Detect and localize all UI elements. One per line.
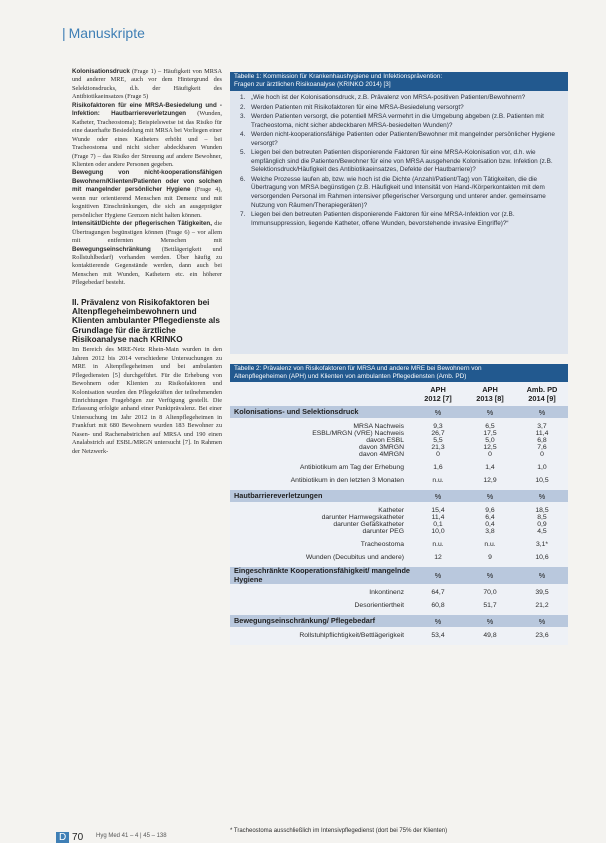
question-text: „Wie hoch ist der Kolonisationsdruck, z.B. Prävalenz von MRSA-positiven Patienten/Bewohnern? xyxy=(251,94,526,101)
question-number: 5. xyxy=(240,149,246,157)
question-item xyxy=(230,131,568,148)
table-row xyxy=(230,541,568,548)
table-row xyxy=(230,464,568,471)
unit-cell: % xyxy=(486,491,494,501)
section-header-row xyxy=(230,490,568,502)
table-row xyxy=(230,444,568,451)
value-cell: 6,8 xyxy=(537,437,547,444)
section-title: Kolonisations- und Selektionsdruck xyxy=(234,406,359,416)
paragraph-kolonisation xyxy=(72,68,222,102)
value-cell: 17,5 xyxy=(483,430,497,437)
table-1-caption xyxy=(230,72,568,91)
row-label: MRSA Nachweis xyxy=(353,423,404,430)
value-cell: 12,5 xyxy=(483,444,497,451)
question-item xyxy=(230,176,568,210)
value-cell: n.u. xyxy=(432,541,444,548)
column-header: APH 2012 [7] xyxy=(424,385,452,403)
table-row xyxy=(230,602,568,609)
question-item xyxy=(230,211,568,228)
unit-cell: % xyxy=(538,571,546,580)
value-cell: 18,5 xyxy=(535,507,549,514)
value-cell: 1,6 xyxy=(433,464,443,471)
question-text: Liegen bei den betreuten Patienten disponierende Faktoren für eine MRSA-Infektion vor (z.B. Immunsuppression, liegende Katheter, offene Wunden, bevorstehende invasive Eingriffe)?“ xyxy=(251,211,515,227)
value-cell: 10,5 xyxy=(535,477,549,484)
paragraph-text: (Frage 1) – Häufigkeit von MRSA und anderer MRE, auch vor dem Hintergrund des Selektionsdrucks, d.h. der Häufigkeit des Antibiotikaeinsatzes (Frage 5) xyxy=(72,68,222,101)
journal-reference: Hyg Med 41 – 4 | 45 – 138 xyxy=(96,833,167,839)
paragraph-bewegung xyxy=(72,169,222,220)
row-label: Inkontinenz xyxy=(369,589,404,596)
value-cell: 4,5 xyxy=(537,528,547,535)
unit-cell: % xyxy=(434,616,442,626)
table-row xyxy=(230,507,568,514)
caption-line: Altenpflegeheimen (APH) und Klienten von ambulanten Pflegediensten (Amb. PD) xyxy=(234,373,467,381)
question-text: Werden Patienten mit Risikofaktoren für eine MRSA-Besiedelung versorgt? xyxy=(251,103,464,111)
value-cell: 9 xyxy=(488,554,492,561)
question-number: 4. xyxy=(240,131,246,139)
section-body: Im Bereich des MRE-Netz Rhein-Main wurden in den Jahren 2012 bis 2014 verschiedene Untersuchungen zu MRE in Altenpflegeheimen und bei ambulanten Pflegediensten [5] durchgeführt. Für die Erhebung von Bewohnern oder Klienten zu Risikofaktoren und Kolonisation wurden den Pflegekräften der teilnehmenden Einrichtungen Fragebögen zur Verfügung gestellt. Die Erfassung erfolgte anhand einer Punktprävalenz. Bei einer Untersuchung im Jahr 2012 in 8 Altenpflegeheimen in Frankfurt mit 680 Bewohnern wurden 183 Bewohner zu Nasen- und Rachenabstrichen auf MRSA und 190 einen Analabstrich auf ESBL/MRGN untersucht [7]. In Rahmen der Netzwerk- xyxy=(72,346,222,455)
table-1 xyxy=(230,72,568,354)
table-row xyxy=(230,514,568,521)
value-cell: 51,7 xyxy=(483,602,497,609)
value-cell: 7,6 xyxy=(537,444,547,451)
value-cell: 1,0 xyxy=(537,464,547,471)
table-row xyxy=(230,521,568,528)
value-cell: 0 xyxy=(540,451,544,458)
row-label: Katheter xyxy=(378,507,404,514)
row-label: darunter PEG xyxy=(362,528,404,535)
value-cell: 10,6 xyxy=(535,554,549,561)
value-cell: 53,4 xyxy=(431,632,445,639)
bold-term: Bewegungseinschränkung xyxy=(72,245,151,253)
question-text: Werden Patienten versorgt, die potentiell MRSA vermehrt in die Umgebung abgeben (z.B. Patienten mit Tracheostoma, nicht sicher abdeckbaren MRSA-besiedelten Wunden)? xyxy=(251,113,544,129)
value-cell: 11,4 xyxy=(431,514,445,521)
row-label: darunter Gefäßkatheter xyxy=(333,521,404,528)
question-item xyxy=(230,94,568,103)
section-title: Bewegungseinschränkung/ Pflegebedarf xyxy=(234,615,376,625)
value-cell: n.u. xyxy=(484,541,496,548)
paragraph-risikofaktoren xyxy=(72,102,222,170)
value-cell: 0 xyxy=(488,451,492,458)
caption-line: Fragen zur ärztlichen Risikoanalyse (KRINKO 2014) [3] xyxy=(234,81,391,89)
caption-line: Tabelle 1: Kommission für Krankenhaushygiene und Infektionsprävention: xyxy=(234,73,443,80)
table-2-body xyxy=(230,406,568,645)
question-text: Welche Prozesse laufen ab, bzw. wie hoch ist die Dichte (Anzahl/Patient/Tag) von Tätigkeiten, die die Übertragung von MRSA begünstigen (z.B. Häufigkeit und Intensität von Hand-/Körperkontakten mit dem versorgenden Personal im Rahmen intensiver pflegerischer Versorgung und unterer ander. gemeinsame Nutzung von Räumen/Therapiegeräten)? xyxy=(251,175,546,209)
value-cell: 12,9 xyxy=(483,477,497,484)
row-label: Wunden (Decubitus und andere) xyxy=(305,554,404,561)
value-cell: 12 xyxy=(434,554,442,561)
caption-line: Tabelle 2: Prävalenz von Risikofaktoren für MRSA und andere MRE bei Bewohnern von xyxy=(234,365,482,372)
section-heading: II. Prävalenz von Risikofaktoren bei Altenpflegeheimbewohnern und Klienten ambulanter Pflegedienste als Grundlage für die ärztliche Risikoanalyse nach KRINKO xyxy=(72,297,220,344)
value-cell: 64,7 xyxy=(431,589,445,596)
value-cell: n.u. xyxy=(432,477,444,484)
paragraph-intensitaet xyxy=(72,220,222,288)
table-row xyxy=(230,554,568,561)
row-label: davon 3MRGN xyxy=(359,444,404,451)
paragraph-text: (Frage 4), wenn nur orientierend Menschen mit Demenz und mit kognitiven Einschränkungen, die sich an ausgeprägter persönlicher Hygiene Grenzen nicht halten können. xyxy=(72,186,223,219)
value-cell: 1,4 xyxy=(485,464,495,471)
page-prefix: D xyxy=(56,832,69,843)
table-2 xyxy=(230,364,568,645)
table-row xyxy=(230,477,568,484)
table-row xyxy=(230,632,568,639)
page-number xyxy=(56,832,83,843)
value-cell: 9,3 xyxy=(433,423,443,430)
value-cell: 21,2 xyxy=(535,602,549,609)
section-title: Hautbarriereverletzungen xyxy=(234,490,323,500)
table-row xyxy=(230,528,568,535)
value-cell: 10,0 xyxy=(431,528,445,535)
value-cell: 5,0 xyxy=(485,437,495,444)
table-row xyxy=(230,423,568,430)
table-row xyxy=(230,589,568,596)
section-spacer xyxy=(230,639,568,645)
row-label: Antibiotikum in den letzten 3 Monaten xyxy=(290,477,404,484)
section-header-row xyxy=(230,567,568,584)
value-cell: 6,4 xyxy=(485,514,495,521)
row-label: darunter Harnwegskatheter xyxy=(321,514,404,521)
section-header-row xyxy=(230,615,568,627)
unit-cell: % xyxy=(486,407,494,417)
value-cell: 5,5 xyxy=(433,437,443,444)
bold-term: Kolonisationsdruck xyxy=(72,68,130,75)
bold-term: Bewegung von nicht-kooperationsfähigen Bewohnern/Klienten/Patienten oder von solchen mit mangelnder persönlicher Hygiene xyxy=(72,169,222,194)
value-cell: 0,4 xyxy=(485,521,495,528)
unit-cell: % xyxy=(538,491,546,501)
question-item xyxy=(230,113,568,130)
unit-cell: % xyxy=(538,407,546,417)
value-cell: 11,4 xyxy=(535,430,549,437)
value-cell: 8,5 xyxy=(537,514,547,521)
value-cell: 23,6 xyxy=(535,632,549,639)
unit-cell: % xyxy=(486,616,494,626)
table-row xyxy=(230,437,568,444)
row-label: Tracheostoma xyxy=(360,541,404,548)
row-label: Desorientiertheit xyxy=(354,602,404,609)
question-number: 6. xyxy=(240,175,246,183)
value-cell: 70,0 xyxy=(483,589,497,596)
value-cell: 60,8 xyxy=(431,602,445,609)
question-number: 1. xyxy=(240,94,246,101)
value-cell: 0 xyxy=(436,451,440,458)
value-cell: 21,3 xyxy=(431,444,445,451)
section-title: Manuskripte xyxy=(68,25,145,41)
row-label: Antibiotikum am Tag der Erhebung xyxy=(299,464,404,471)
row-label: Rollstuhlpflichtigkeit/Bettlägerigkeit xyxy=(299,632,404,639)
question-number: 7. xyxy=(240,211,246,219)
paragraph-text: die Übertragungen begünstigen können (Frage 6) – vor allem mit entfernten Menschen mit xyxy=(72,220,222,245)
value-cell: 6,5 xyxy=(485,423,495,430)
paragraph-text: (Bettlägerigkeit und Rollstuhlbedarf) vorhanden werden. Über häufig zu kontaktierende Gegenstände werden, dann auch bei Menschen mit Wunden, Kathetern etc. ein höherer Pflegebedarf besteht. xyxy=(72,245,222,287)
bold-term: Risikofaktoren für eine MRSA-Besiedelung und -Infektion: Hautbarriereverletzungen xyxy=(72,101,222,118)
page-number-value: 70 xyxy=(72,832,84,843)
row-label: davon 4MRGN xyxy=(359,451,404,458)
unit-cell: % xyxy=(434,491,442,501)
value-cell: 39,5 xyxy=(535,589,549,596)
unit-cell: % xyxy=(434,571,442,580)
section-header-row xyxy=(230,406,568,418)
value-cell: 0,9 xyxy=(537,521,547,528)
footnote: * Tracheostoma ausschließlich im Intensivpflegedienst (dort bei 75% der Klienten) xyxy=(230,828,448,834)
section-title: Eingeschränkte Kooperationsfähigkeit/ mangelnde Hygiene xyxy=(234,566,410,584)
column-header: Amb. PD 2014 [9] xyxy=(526,385,558,403)
question-text: Werden nicht-kooperationsfähige Patienten oder Patienten/Bewohner mit mangelnder persönlicher Hygiene versorgt? xyxy=(251,131,555,147)
value-cell: 26,7 xyxy=(431,430,445,437)
column-headers xyxy=(230,382,568,406)
value-cell: 9,6 xyxy=(485,507,495,514)
section-ii xyxy=(72,298,222,456)
section-header: | Manuskripte xyxy=(62,25,145,41)
value-cell: 3,7 xyxy=(537,423,547,430)
row-label: davon ESBL xyxy=(366,437,404,444)
row-label: ESBL/MRGN (VRE) Nachweis xyxy=(312,430,404,437)
bold-term: Intensität/Dichte der pflegerischen Tätigkeiten, xyxy=(72,220,212,228)
value-cell: 15,4 xyxy=(431,507,445,514)
left-column xyxy=(72,68,222,456)
value-cell: 0,1 xyxy=(433,521,443,528)
table-row xyxy=(230,451,568,458)
question-item xyxy=(230,149,568,175)
table-2-caption xyxy=(230,364,568,382)
unit-cell: % xyxy=(486,571,494,580)
value-cell: 3,1* xyxy=(535,541,549,548)
question-number: 2. xyxy=(240,103,246,111)
unit-cell: % xyxy=(434,407,442,417)
unit-cell: % xyxy=(538,616,546,626)
question-item xyxy=(230,104,568,113)
table-row xyxy=(230,430,568,437)
value-cell: 3,8 xyxy=(485,528,495,535)
question-list xyxy=(230,94,568,228)
value-cell: 49,8 xyxy=(483,632,497,639)
question-number: 3. xyxy=(240,113,246,121)
paragraph-text: (Wunden, Katheter, Tracheostoma); Beispielsweise ist das Risiko für eine dauerhafte Besiedelung mit MRSA bei Vorliegen einer Wunde oder eines Katheters erhöht und – bei Tracheostoma und nicht sicher abdeckbaren Wunden (Frage 7) – das Risiko der Streuung auf andere Bewohner, Klienten oder andere Personen gegeben. xyxy=(72,110,222,168)
question-text: Liegen bei den betreuten Patienten disponierende Faktoren für eine MRSA-Kolonisation vor, d.h. wie empfänglich sind die Patienten/Bewohner für eine von MRSA ausgehende Kolonisation bzw. Infektion (z.B. Selektionsdruck/Häufigkeit des Antibiotikaeinsatzes, Defekte der Hautbarriere)? xyxy=(251,149,553,174)
column-header: APH 2013 [8] xyxy=(476,385,504,403)
